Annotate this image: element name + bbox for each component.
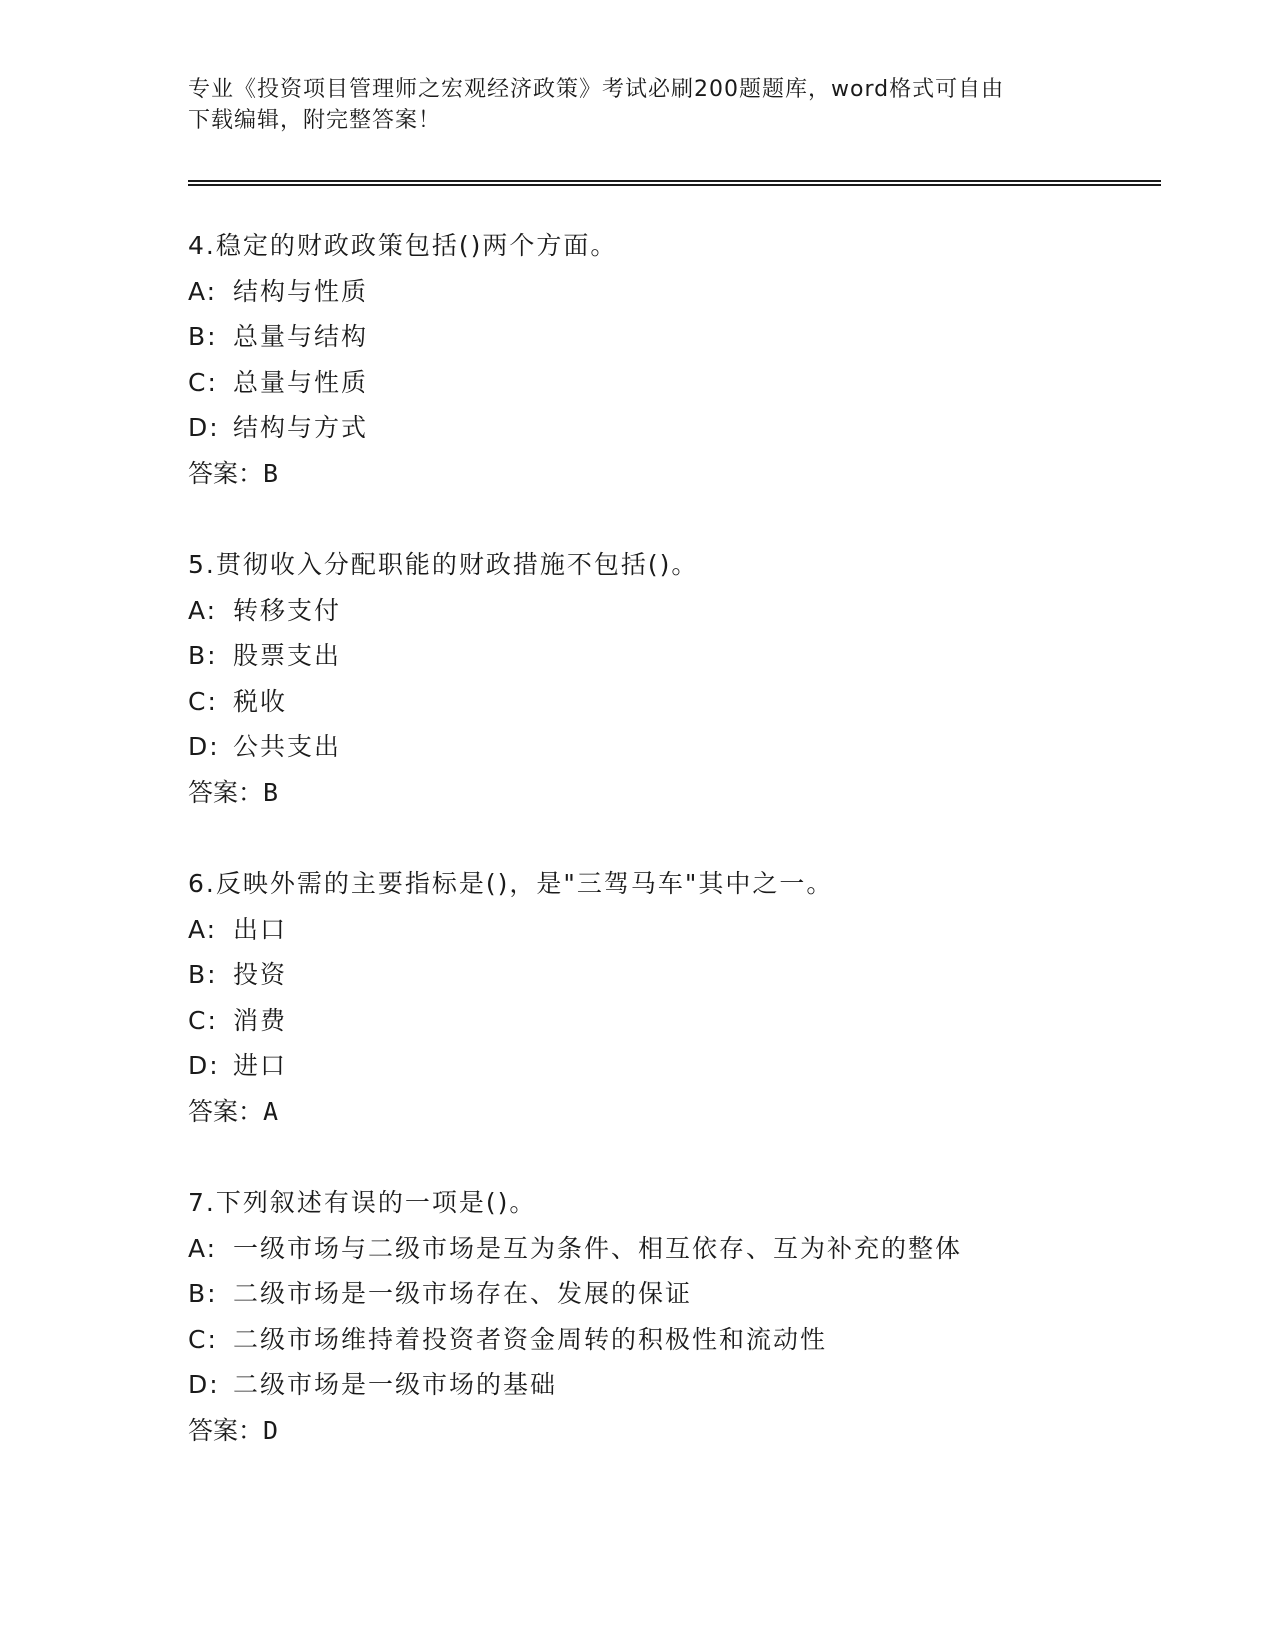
option-key: A: (188, 276, 218, 306)
header-line-1: 专业《投资项目管理师之宏观经济政策》考试必刷200题题库，word格式可自由 (188, 77, 1005, 102)
answer-label: 答案： (188, 458, 264, 488)
question-stem: 6.反映外需的主要指标是()，是"三驾马车"其中之一。 (188, 869, 834, 898)
option-key: C: (188, 1005, 218, 1035)
option-text: 投资 (233, 960, 288, 990)
option-key: B: (188, 1279, 218, 1309)
answer-label: 答案： (188, 1415, 264, 1445)
option-key: A: (188, 914, 218, 944)
option-text: 一级市场与二级市场是互为条件、相互依存、互为补充的整体 (233, 1233, 963, 1263)
option-text: 总量与结构 (233, 322, 369, 352)
answer-value: B (263, 777, 279, 807)
option-text: 二级市场是一级市场存在、发展的保证 (233, 1279, 693, 1309)
option-key: C: (188, 686, 218, 716)
question-stem: 7.下列叙述有误的一项是()。 (188, 1188, 537, 1217)
option-text: 税收 (233, 686, 288, 716)
answer-value: A (263, 1096, 279, 1126)
option-text: 消费 (233, 1005, 288, 1035)
header-divider (188, 180, 1161, 186)
option-d (188, 724, 1148, 770)
option-key: B: (188, 960, 218, 990)
answer-line (188, 1408, 1148, 1454)
answer-value: B (263, 458, 279, 488)
option-key: D: (188, 1370, 220, 1400)
answer-line (188, 451, 1148, 497)
option-c (188, 1317, 1148, 1363)
answer-line (188, 770, 1148, 816)
document-header (188, 74, 1088, 136)
option-key: A: (188, 595, 218, 625)
option-d (188, 405, 1148, 451)
question-4 (188, 223, 1148, 497)
option-a (188, 269, 1148, 315)
option-key: D: (188, 732, 220, 762)
option-text: 总量与性质 (233, 367, 369, 397)
answer-line (188, 1089, 1148, 1135)
question-5 (188, 542, 1148, 816)
option-text: 转移支付 (233, 595, 342, 625)
option-key: B: (188, 641, 218, 671)
answer-label: 答案： (188, 777, 264, 807)
question-stem: 4.稳定的财政政策包括()两个方面。 (188, 231, 618, 260)
option-c (188, 360, 1148, 406)
option-text: 公共支出 (233, 732, 342, 762)
option-text: 出口 (233, 914, 288, 944)
option-text: 进口 (233, 1051, 288, 1081)
option-d (188, 1043, 1148, 1089)
option-text: 结构与性质 (233, 276, 369, 306)
option-b (188, 314, 1148, 360)
option-key: A: (188, 1233, 218, 1263)
option-c (188, 679, 1148, 725)
option-text: 结构与方式 (233, 413, 369, 443)
option-a (188, 588, 1148, 634)
option-text: 二级市场维持着投资者资金周转的积极性和流动性 (233, 1324, 828, 1354)
option-key: B: (188, 322, 218, 352)
option-c (188, 998, 1148, 1044)
question-6 (188, 861, 1148, 1135)
option-b (188, 952, 1148, 998)
option-text: 股票支出 (233, 641, 342, 671)
option-a (188, 1226, 1148, 1272)
question-stem: 5.贯彻收入分配职能的财政措施不包括()。 (188, 550, 699, 579)
answer-label: 答案： (188, 1096, 264, 1126)
option-key: C: (188, 367, 218, 397)
option-d (188, 1362, 1148, 1408)
option-text: 二级市场是一级市场的基础 (233, 1370, 558, 1400)
header-line-2: 下载编辑，附完整答案！ (188, 108, 442, 133)
option-key: D: (188, 1051, 220, 1081)
question-7 (188, 1180, 1148, 1454)
option-a (188, 907, 1148, 953)
option-key: C: (188, 1324, 218, 1354)
option-b (188, 633, 1148, 679)
option-key: D: (188, 413, 220, 443)
answer-value: D (263, 1415, 279, 1445)
option-b (188, 1271, 1148, 1317)
